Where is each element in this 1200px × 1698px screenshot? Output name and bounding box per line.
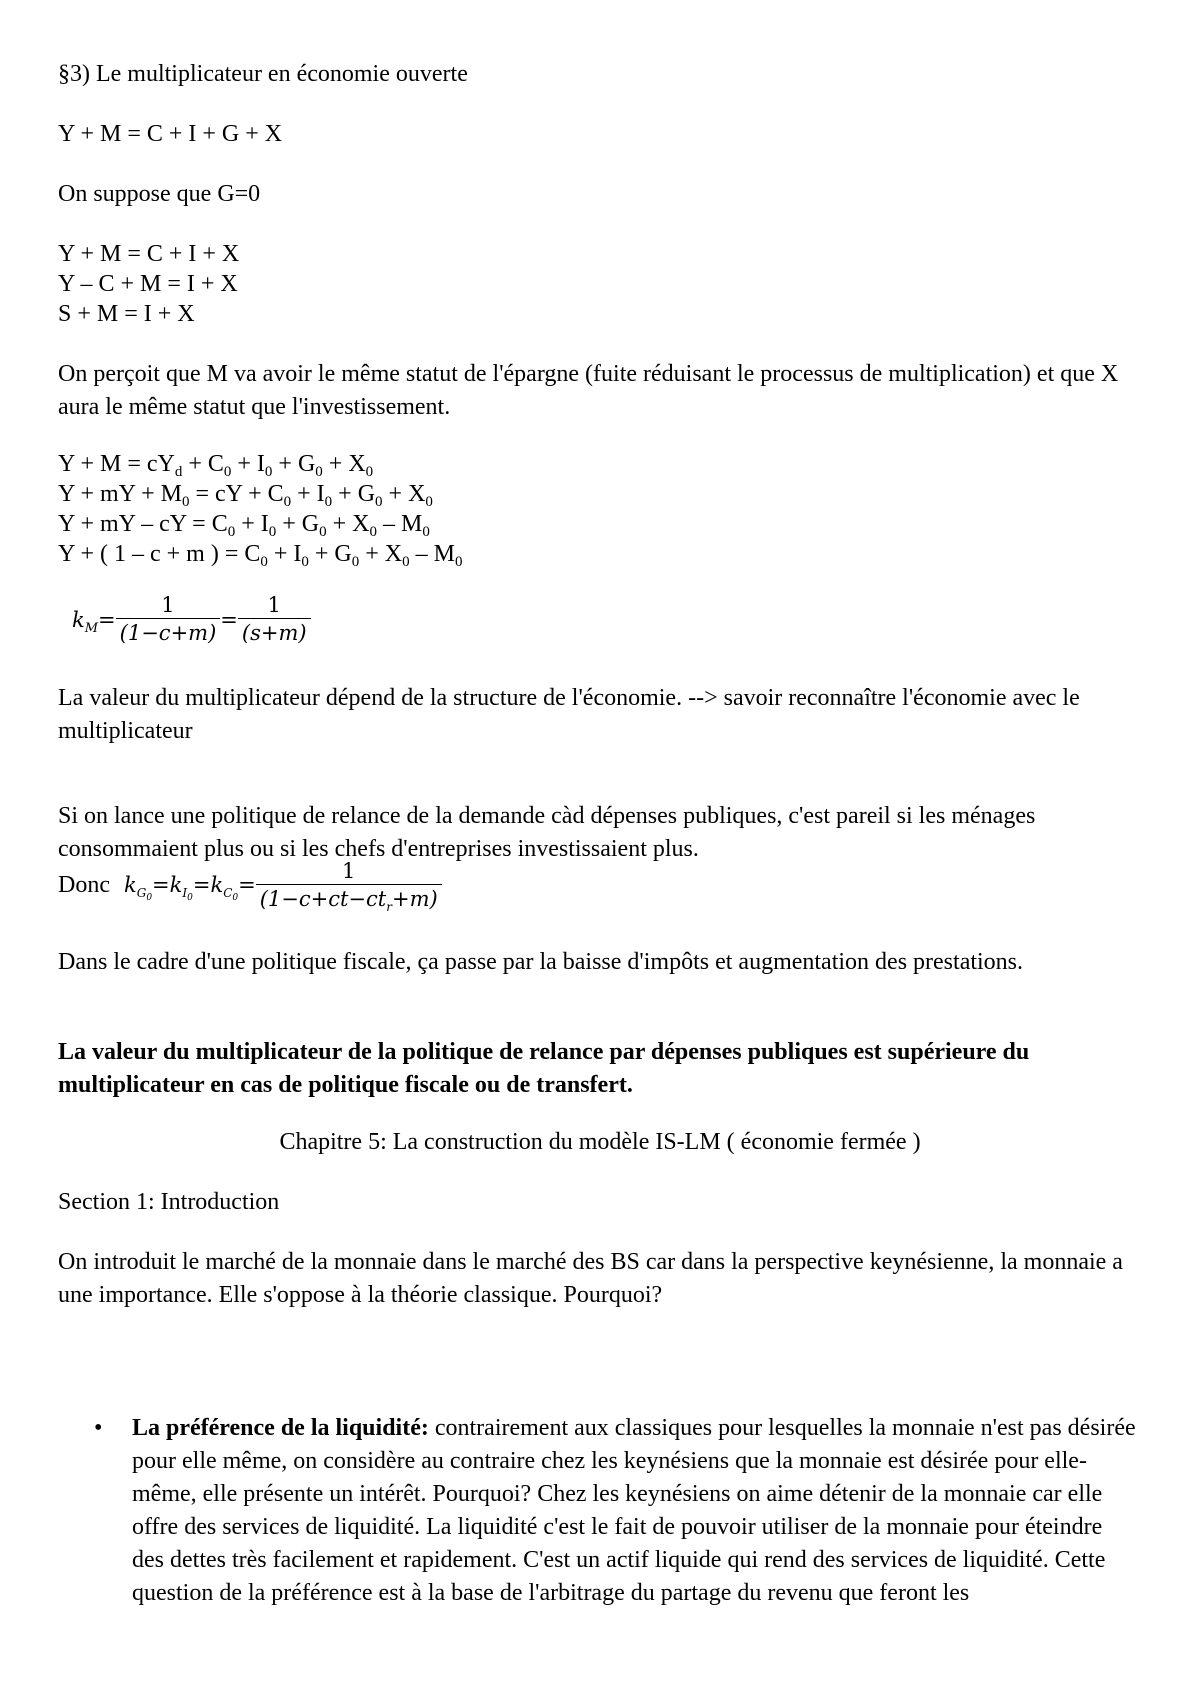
equation-line: Y + mY – cY = $C_0 + I_0 + G_0 + X_0 - M_0$ [58, 511, 430, 540]
equals-sign: = [98, 607, 116, 632]
list-item [58, 1412, 1138, 1610]
equation-line: S + M = I + X [58, 301, 195, 327]
numerator: 1 [256, 858, 442, 885]
fraction [116, 592, 221, 647]
denominator: (s+m) [241, 621, 307, 645]
donc-word: Donc [58, 872, 110, 898]
section-heading: §3) Le multiplicateur en économie ouverte [58, 61, 468, 87]
denominator: (1−c+m) [119, 621, 217, 645]
equal-multipliers: $k_{G_0}=k_{I_0}=k_{C_0}=$ $\frac{1}{(1-c+ct-ct_r+m)}$ [124, 858, 442, 913]
paragraph: On perçoit que M va avoir le même statut de l'épargne (fuite réduisant le processus de multiplication) et que X aura le même statut que l'investissement. [58, 361, 1119, 420]
bullet-icon: • [94, 1415, 103, 1441]
paragraph: Dans le cadre d'une politique fiscale, ça passe par la baisse d'impôts et augmentation des prestations. [58, 949, 1024, 975]
paragraph: On introduit le marché de la monnaie dans le marché des BS car dans la perspective keynésienne, la monnaie a une importance. Elle s'oppose à la théorie classique. Pourquoi? [58, 1249, 1123, 1308]
multiplier-formula [72, 592, 311, 647]
denominator: $(1-c+ct-ct_r+m)$ [259, 887, 438, 914]
equals-sign: = [220, 607, 238, 632]
equation-line: $Y + M = cY_d + C_0 + I_0 + G_0 + X_0$ [58, 451, 374, 480]
equation-line: Y – C + M = I + X [58, 271, 238, 297]
chapter-title: Chapitre 5: La construction du modèle IS-LM ( économie fermée ) [279, 1129, 921, 1155]
fraction [256, 858, 442, 913]
equation-line: Y + M = C + I + G + X [58, 121, 283, 147]
bullet-lead: La préférence de la liquidité: [132, 1415, 429, 1441]
supposition-line: On suppose que G=0 [58, 181, 261, 207]
paragraph: La valeur du multiplicateur dépend de la structure de l'économie. --> savoir reconnaître l'économie avec le multiplicateur [58, 685, 1080, 744]
equation-line: Y + M = C + I + X [58, 241, 240, 267]
equation-line: Y + ( 1 – c + m ) = $C_0 + I_0 + G_0 + X_0 - M_0$ [58, 541, 463, 570]
paragraph: Si on lance une politique de relance de la demande càd dépenses publiques, c'est pareil si les ménages consommaient plus ou si les chefs d'entreprises investissaient plus. [58, 803, 1036, 862]
fraction [238, 592, 311, 647]
km-label: $k_M$ [72, 607, 99, 636]
bullet-text: contrairement aux classiques pour lesquelles la monnaie n'est pas désirée pour elle même, on considère au contraire chez les keynésiens que la monnaie est désirée pour elle-même, elle présente un intérêt. Pourquoi? Chez les keynésiens on aime détenir de la monnaie car elle offre des services de liquidité. La liquidité c'est le fait de pouvoir utiliser de la monnaie pour éteindre des dettes très facilement et rapidement. C'est un actif liquide qui rend des services de liquidité. Cette question de la préférence est à la base de l'arbitrage du partage du revenu que feront les [132, 1415, 1136, 1606]
numerator: 1 [238, 592, 311, 619]
bold-conclusion: La valeur du multiplicateur de la politique de relance par dépenses publiques est supérieure du multiplicateur en cas de politique fiscale ou de transfert. [58, 1039, 1030, 1098]
bullet-list [58, 1412, 1138, 1610]
numerator: 1 [116, 592, 221, 619]
section-title: Section 1: Introduction [58, 1189, 280, 1215]
donc-formula [58, 858, 442, 913]
equation-line: Y + mY + $M_0$ = cY + $C_0 + I_0 + G_0 + X_0$ [58, 481, 433, 510]
